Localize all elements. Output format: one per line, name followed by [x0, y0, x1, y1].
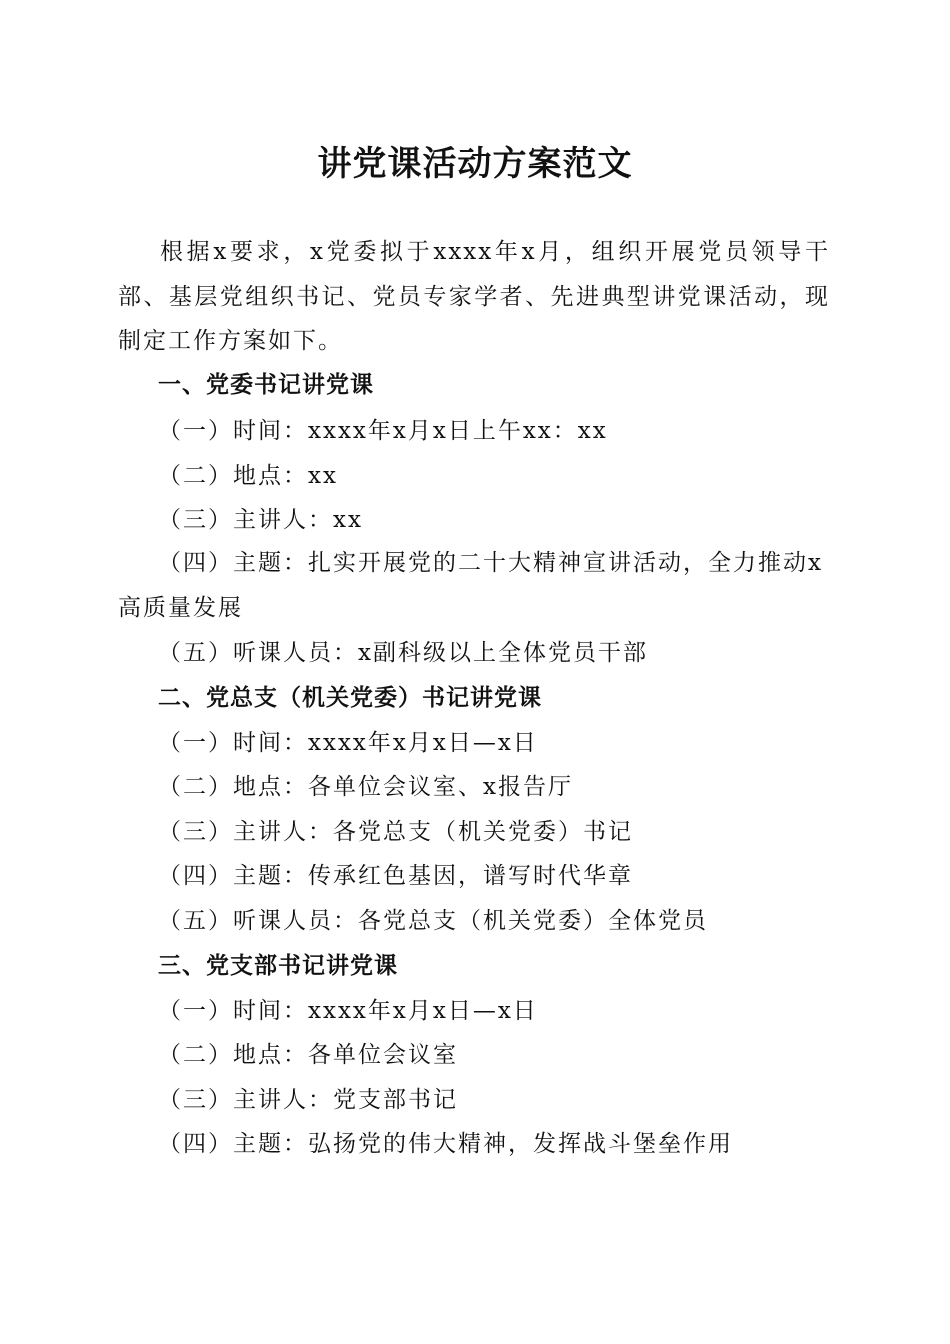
section-1-heading: 一、党委书记讲党课 — [158, 372, 374, 398]
section-1-theme: （四）主题：扎实开展党的二十大精神宣讲活动，全力推动x高质量发展 — [118, 550, 823, 621]
section-2-audience: （五）听课人员：各党总支（机关党委）全体党员 — [158, 908, 708, 934]
section-2-theme: （四）主题：传承红色基因，谱写时代华章 — [158, 863, 633, 889]
document-title: 讲党课活动方案范文 — [317, 144, 633, 184]
section-1-audience: （五）听课人员：x副科级以上全体党员干部 — [158, 640, 648, 666]
section-2-heading: 二、党总支（机关党委）书记讲党课 — [158, 685, 542, 711]
section-2-time: （一）时间：xxxx年x月x日—x日 — [158, 730, 538, 756]
section-1-speaker: （三）主讲人：xx — [158, 507, 363, 533]
section-3-place: （二）地点：各单位会议室 — [158, 1042, 458, 1068]
intro-paragraph: 根据x要求，x党委拟于xxxx年x月，组织开展党员领导干部、基层党组织书记、党员专家学者、先进典型讲党课活动，现制定工作方案如下。 — [118, 239, 830, 354]
section-3-time: （一）时间：xxxx年x月x日—x日 — [158, 998, 538, 1024]
section-3-heading: 三、党支部书记讲党课 — [158, 953, 398, 979]
section-1-time: （一）时间：xxxx年x月x日上午xx：xx — [158, 418, 608, 444]
section-3-speaker: （三）主讲人：党支部书记 — [158, 1087, 458, 1113]
section-3-theme: （四）主题：弘扬党的伟大精神，发挥战斗堡垒作用 — [158, 1131, 733, 1157]
section-2-speaker: （三）主讲人：各党总支（机关党委）书记 — [158, 819, 633, 845]
section-1-place: （二）地点：xx — [158, 463, 338, 489]
section-2-place: （二）地点：各单位会议室、x报告厅 — [158, 774, 573, 800]
